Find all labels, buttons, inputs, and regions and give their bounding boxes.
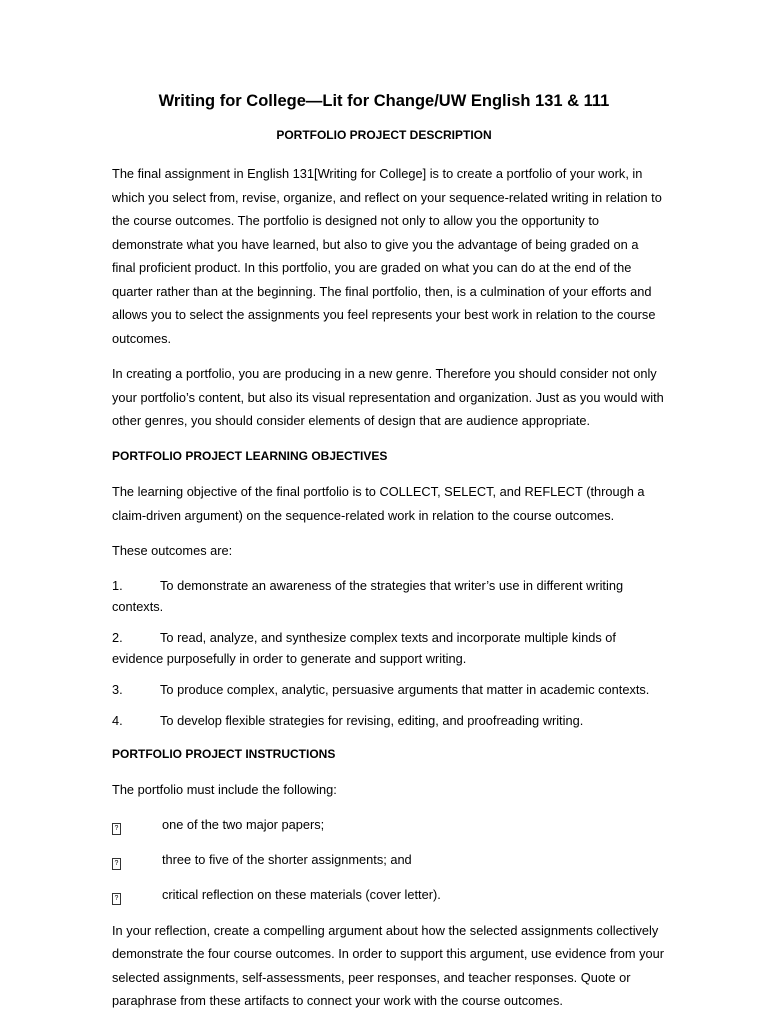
missing-glyph-icon: ? [112, 823, 121, 835]
list-item [112, 575, 664, 617]
list-number: 2. [112, 629, 123, 645]
document-subtitle: PORTFOLIO PROJECT DESCRIPTION [276, 128, 492, 142]
requirements-list [112, 814, 664, 905]
list-text: one of the two major papers; [162, 816, 325, 832]
intro-paragraph-2: In creating a portfolio, you are producing in a new genre. Therefore you should consider not only your portfolio’s content, but also its visual representation and organization. Just as you would with other genres, you should consider elements of design that are audience appropriate. [112, 366, 664, 428]
list-number: 4. [112, 712, 123, 728]
outcomes-intro: These outcomes are: [112, 543, 233, 558]
list-text: critical reflection on these materials (cover letter). [162, 886, 441, 902]
list-text: To read, analyze, and synthesize complex texts and incorporate multiple kinds of evidence purposefully in order to generate and support writing. [112, 629, 616, 666]
outcomes-list [112, 575, 664, 731]
objectives-heading: PORTFOLIO PROJECT LEARNING OBJECTIVES [112, 448, 388, 463]
list-item [112, 884, 664, 905]
list-text: To develop flexible strategies for revising, editing, and proofreading writing. [160, 712, 584, 728]
list-number: 1. [112, 577, 123, 593]
list-item [112, 814, 664, 835]
document-body [112, 162, 664, 1025]
list-item [112, 710, 664, 731]
list-text: To demonstrate an awareness of the strategies that writer’s use in different writing contexts. [112, 577, 624, 614]
intro-paragraph-1: The final assignment in English 131[Writing for College] is to create a portfolio of your work, in which you select from, revise, organize, and reflect on your sequence-related writing in relation to the course outcomes. The portfolio is designed not only to allow you the opportunity to demonstrate what you have learned, but also to give you the advantage of being graded on a final proficient product. In this portfolio, you are graded on what you can do at the end of the quarter rather than at the beginning. The final portfolio, then, is a culmination of your efforts and allows you to select the assignments you feel represents your best work in relation to the course outcomes. [112, 166, 662, 346]
missing-glyph-icon: ? [112, 893, 121, 905]
closing-paragraph: In your reflection, create a compelling argument about how the selected assignments collectively demonstrate the four course outcomes. In order to support this argument, use evidence from your selected assignments, self-assessments, peer responses, and teacher responses. Quote or paraphrase from these artifacts to connect your work with the course outcomes. [112, 922, 664, 1008]
list-item [112, 679, 664, 700]
document-title: Writing for College—Lit for Change/UW English 131 & 111 [158, 92, 610, 110]
instructions-intro: The portfolio must include the following: [112, 782, 337, 797]
list-text: To produce complex, analytic, persuasive arguments that matter in academic contexts. [160, 681, 650, 697]
list-number: 3. [112, 681, 123, 697]
instructions-heading: PORTFOLIO PROJECT INSTRUCTIONS [112, 746, 336, 761]
missing-glyph-icon: ? [112, 858, 121, 870]
list-item [112, 849, 664, 870]
list-item [112, 627, 664, 669]
objectives-paragraph: The learning objective of the final portfolio is to COLLECT, SELECT, and REFLECT (through a claim-driven argument) on the sequence-related work in relation to the course outcomes. [112, 484, 645, 523]
list-text: three to five of the shorter assignments; and [162, 851, 412, 867]
